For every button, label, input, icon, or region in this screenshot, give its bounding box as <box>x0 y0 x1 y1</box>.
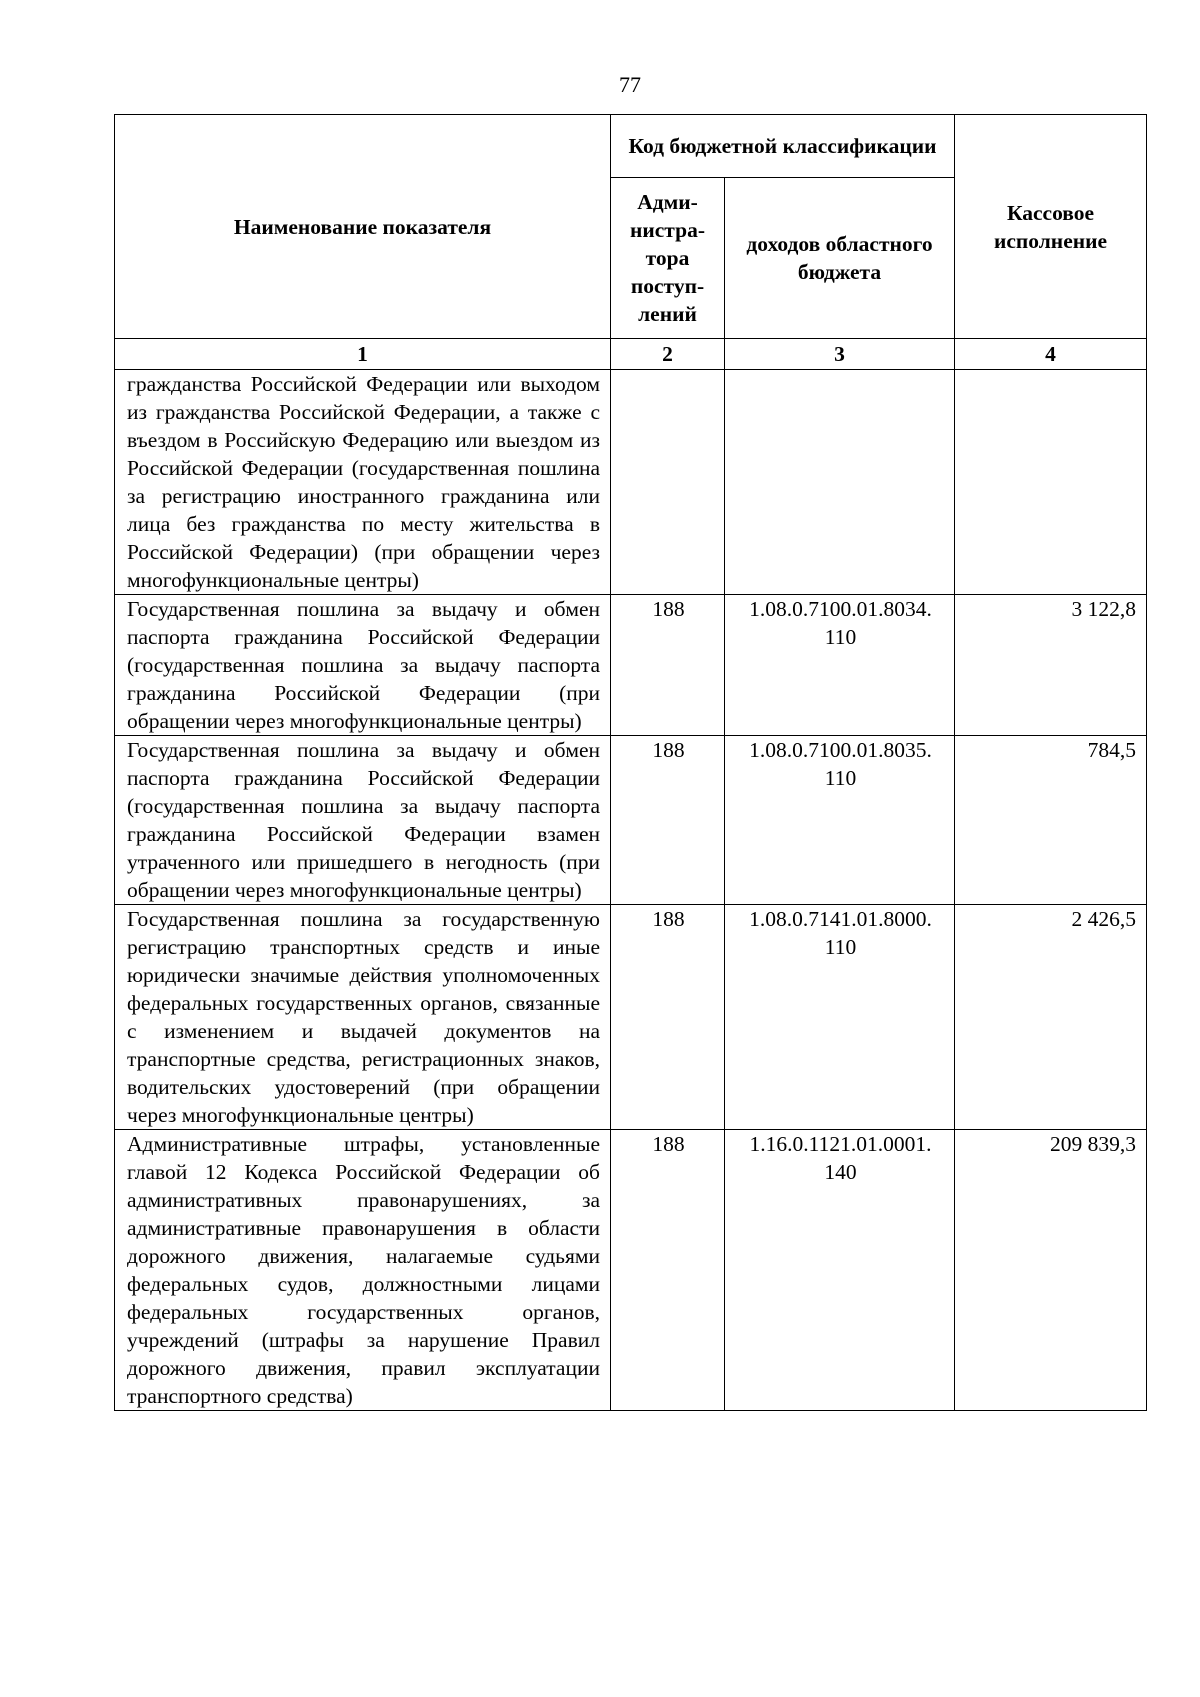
row-admin-code: 188 <box>611 1130 725 1411</box>
row-amount <box>955 370 1147 595</box>
header-cash-execution: Кассовое исполнение <box>955 115 1147 339</box>
row-admin-code <box>611 370 725 595</box>
row-amount: 209 839,3 <box>955 1130 1147 1411</box>
header-indicator-name: Наименование показателя <box>115 115 611 339</box>
row-indicator-name: гражданства Российской Федерации или выходом из гражданства Российской Федерации, а также с въездом в Российскую Федерацию или выездом из Российской Федерации (государственная пошлина за регистрацию иностранного гражданина или лица без гражданства по месту жительства в Российской Федерации) (при обращении через многофункциональные центры) <box>115 370 611 595</box>
column-number-4: 4 <box>955 339 1147 370</box>
header-revenue-administrator: Адми-нистра-тора поступ-лений <box>611 178 725 339</box>
header-regional-budget-income: доходов областного бюджета <box>725 178 955 339</box>
row-admin-code: 188 <box>611 595 725 736</box>
row-income-code: 1.08.0.7141.01.8000. 110 <box>725 905 955 1130</box>
column-number-1: 1 <box>115 339 611 370</box>
row-indicator-name: Государственная пошлина за выдачу и обмен паспорта гражданина Российской Федерации (государственная пошлина за выдачу паспорта гражданина Российской Федерации взамен утраченного или пришедшего в негодность (при обращении через многофункциональные центры) <box>115 736 611 905</box>
table-row <box>115 1130 1147 1411</box>
row-amount: 784,5 <box>955 736 1147 905</box>
row-indicator-name: Административные штрафы, установленные главой 12 Кодекса Российской Федерации об административных правонарушениях, за административные правонарушения в области дорожного движения, налагаемые судьями федеральных судов, должностными лицами федеральных государственных органов, учреждений (штрафы за нарушение Правил дорожного движения, правил эксплуатации транспортного средства) <box>115 1130 611 1411</box>
table-row <box>115 370 1147 595</box>
row-income-code: 1.16.0.1121.01.0001. 140 <box>725 1130 955 1411</box>
header-budget-classification-code: Код бюджетной классификации <box>611 115 955 178</box>
row-admin-code: 188 <box>611 905 725 1130</box>
row-amount: 2 426,5 <box>955 905 1147 1130</box>
row-income-code: 1.08.0.7100.01.8035. 110 <box>725 736 955 905</box>
row-amount: 3 122,8 <box>955 595 1147 736</box>
table-row <box>115 905 1147 1130</box>
row-admin-code: 188 <box>611 736 725 905</box>
row-income-code <box>725 370 955 595</box>
column-number-2: 2 <box>611 339 725 370</box>
column-number-3: 3 <box>725 339 955 370</box>
row-indicator-name: Государственная пошлина за выдачу и обмен паспорта гражданина Российской Федерации (государственная пошлина за выдачу паспорта гражданина Российской Федерации (при обращении через многофункциональные центры) <box>115 595 611 736</box>
row-income-code: 1.08.0.7100.01.8034. 110 <box>725 595 955 736</box>
budget-income-table <box>114 114 1147 1411</box>
table-row <box>115 736 1147 905</box>
page-number: 77 <box>619 72 641 97</box>
row-indicator-name: Государственная пошлина за государственную регистрацию транспортных средств и иные юридически значимые действия уполномоченных федеральных государственных органов, связанные с изменением и выдачей документов на транспортные средства, регистрационных знаков, водительских удостоверений (при обращении через многофункциональные центры) <box>115 905 611 1130</box>
table-row <box>115 595 1147 736</box>
